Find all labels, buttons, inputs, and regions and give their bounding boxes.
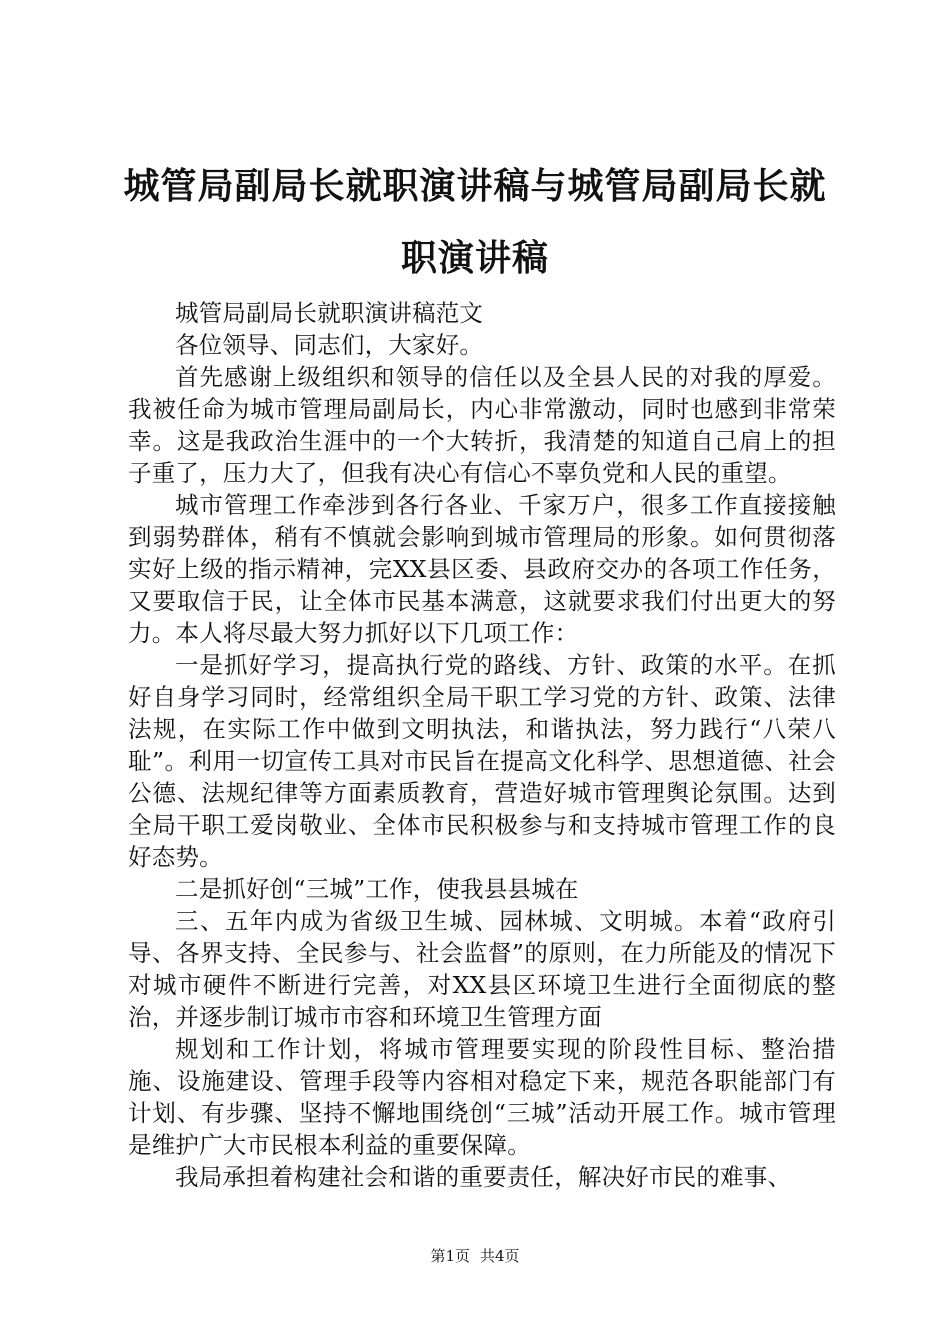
paragraph: 一是抓好学习，提高执行党的路线、方针、政策的水平。在抓好自身学习同时，经常组织全局干职工学习党的方针、政策、法律法规，在实际工作中做到文明执法，和谐执法，努力践行“八荣八耻”。利用一切宣传工具对市民旨在提高文化科学、思想道德、社会公德、法规纪律等方面素质教育，营造好城市管理舆论氛围。达到全局干职工爱岗敬业、全体市民积极参与和支持城市管理工作的良好态势。 bbox=[128, 651, 836, 871]
page-number: 第1页 bbox=[430, 1247, 470, 1265]
paragraph: 三、五年内成为省级卫生城、园林城、文明城。本着“政府引导、各界支持、全民参与、社会监督”的原则，在力所能及的情况下对城市硬件不断进行完善，对XX县区环境卫生进行全面彻底的整治，并逐步制订城市市容和环境卫生管理方面 bbox=[128, 907, 836, 1031]
paragraph: 首先感谢上级组织和领导的信任以及全县人民的对我的厚爱。我被任命为城市管理局副局长，内心非常激动，同时也感到非常荣幸。这是我政治生涯中的一个大转折，我清楚的知道自己肩上的担子重了，压力大了，但我有决心有信心不辜负党和人民的重望。 bbox=[128, 363, 836, 487]
page-footer bbox=[0, 1246, 950, 1266]
document-title: 城管局副局长就职演讲稿与城管局副局长就职演讲稿 bbox=[123, 165, 827, 279]
paragraph: 二是抓好创“三城”工作，使我县县城在 bbox=[175, 875, 579, 903]
paragraph: 我局承担着构建社会和谐的重要责任，解决好市民的难事、 bbox=[175, 1163, 792, 1191]
document-body bbox=[128, 297, 836, 1193]
paragraph: 城市管理工作牵涉到各行各业、千家万户，很多工作直接接触到弱势群体，稍有不慎就会影响到城市管理局的形象。如何贯彻落实好上级的指示精神，完XX县区委、县政府交办的各项工作任务，又要取信于民，让全体市民基本满意，这就要求我们付出更大的努力。本人将尽最大努力抓好以下几项工作： bbox=[128, 491, 836, 647]
page-total: 共4页 bbox=[480, 1247, 520, 1265]
paragraph: 规划和工作计划，将城市管理要实现的阶段性目标、整治措施、设施建设、管理手段等内容相对稳定下来，规范各职能部门有计划、有步骤、坚持不懈地围绕创“三城”活动开展工作。城市管理是维护广大市民根本利益的重要保障。 bbox=[128, 1035, 836, 1159]
paragraph: 各位领导、同志们，大家好。 bbox=[175, 331, 484, 359]
paragraph: 城管局副局长就职演讲稿范文 bbox=[175, 299, 484, 327]
